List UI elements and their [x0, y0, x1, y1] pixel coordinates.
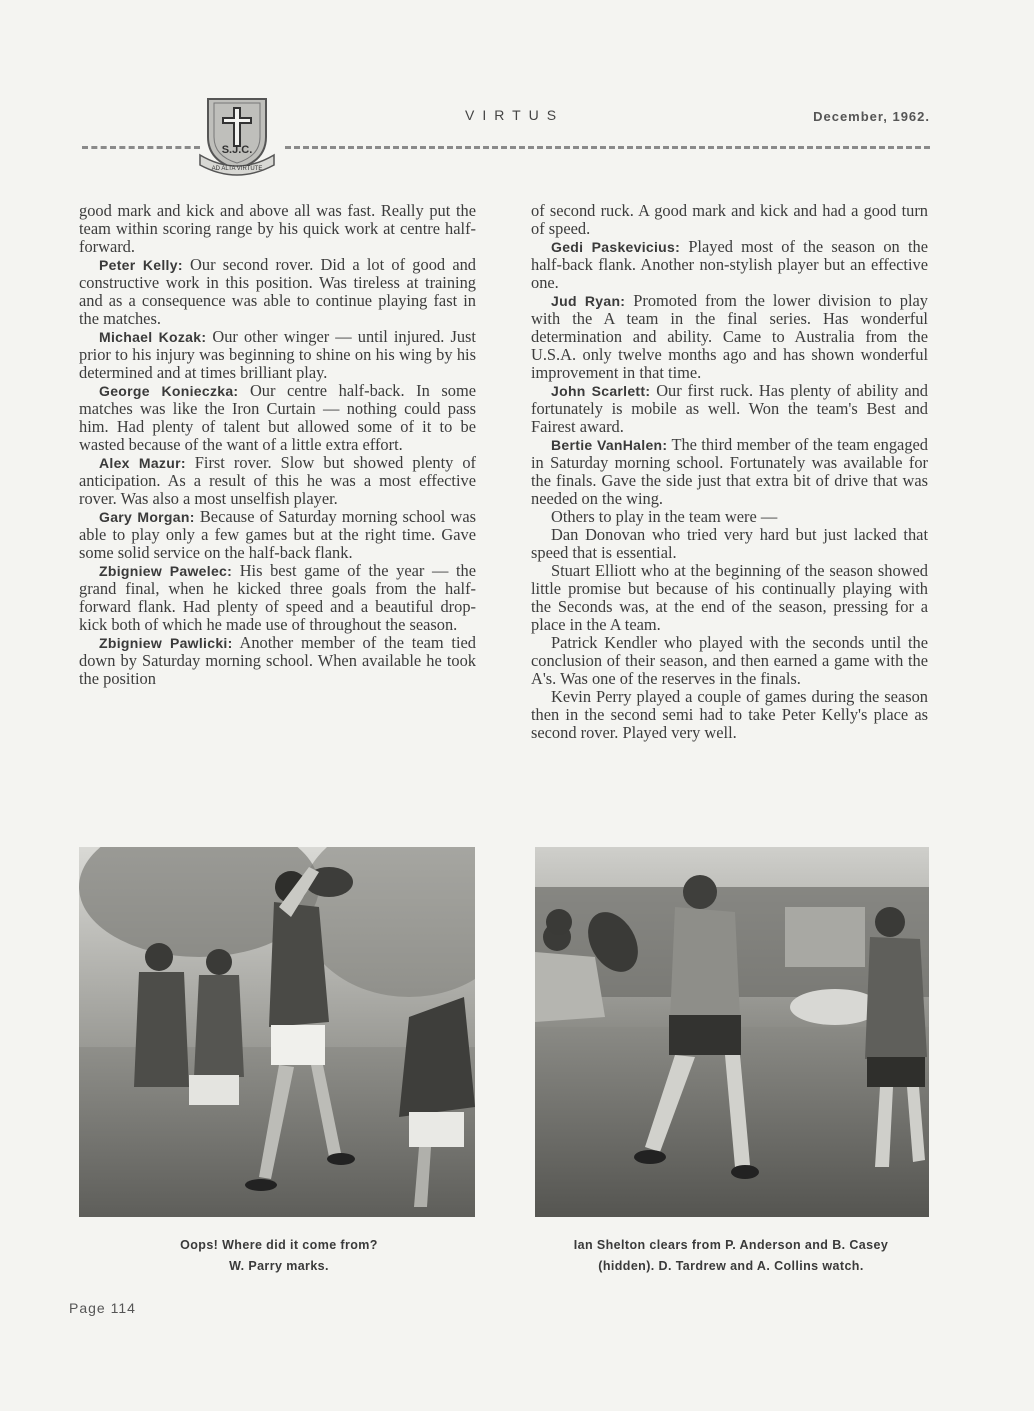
player-name: Alex Mazur: — [99, 455, 186, 471]
header-rule-left — [82, 146, 200, 149]
paragraph-text: Stuart Elliott who at the beginning of the season showed little promise but because of his continually playing with the Seconds was, at the end of the season, pressing for a place in the A team. — [531, 561, 928, 634]
paragraph-text: Dan Donovan who tried very hard but just lacked that speed that is essential. — [531, 525, 928, 562]
paragraph-text: good mark and kick and above all was fast. Really put the team within scoring range by his quick work at centre half-forward. — [79, 201, 476, 256]
paragraph — [531, 562, 928, 634]
paragraph-text: Others to play in the team were — — [551, 507, 778, 526]
paragraph — [531, 634, 928, 688]
paragraph-text: Promoted from the lower division to play with the A team in the final series. Has wonderful determination and ability. Came to Australia from the U.S.A. only twelve months ago and has shown wonderful improvement in that time. — [531, 291, 928, 382]
paragraph-text: The third member of the team engaged in Saturday morning school. Fortunately was available for the finals. Gave the side just that extra bit of drive that was needed on the wing. — [531, 435, 928, 508]
paragraph — [531, 202, 928, 238]
paragraph — [79, 202, 476, 256]
caption-right-line-2: (hidden). D. Tardrew and A. Collins watch. — [598, 1259, 864, 1273]
paragraph-text: Our centre half-back. In some matches was like the Iron Curtain — nothing could pass him. Had plenty of talent but allowed some of it to be wasted because of the want of a little extra effort. — [79, 381, 476, 454]
paragraph-text: Patrick Kendler who played with the seconds until the conclusion of their season, and then earned a game with the A's. Was one of the reserves in the finals. — [531, 633, 928, 688]
paragraph — [79, 256, 476, 328]
player-name: Gary Morgan: — [99, 509, 195, 525]
paragraph-text: of second ruck. A good mark and kick and had a good turn of speed. — [531, 201, 928, 238]
player-name: John Scarlett: — [551, 383, 651, 399]
paragraph — [79, 562, 476, 634]
right-text-column — [531, 202, 928, 742]
player-name: Peter Kelly: — [99, 257, 183, 273]
photo-caption-right — [531, 1235, 931, 1277]
football-photo-right — [535, 847, 929, 1217]
caption-right-line-1: Ian Shelton clears from P. Anderson and B. Casey — [573, 1238, 889, 1252]
page-number: Page 114 — [69, 1300, 136, 1316]
caption-left-line-1: Oops! Where did it come from? — [180, 1238, 378, 1252]
caption-left-line-2: W. Parry marks. — [229, 1259, 329, 1273]
header-rule-right — [285, 146, 930, 149]
paragraph — [531, 238, 928, 292]
svg-text:AD ALTA VIRTUTE: AD ALTA VIRTUTE — [211, 166, 263, 172]
paragraph — [531, 382, 928, 436]
issue-date: December, 1962. — [813, 109, 930, 124]
paragraph — [79, 508, 476, 562]
paragraph-text: Our second rover. Did a lot of good and constructive work in this position. Was tireless at training and as a consequence was able to continue playing fast in the matches. — [79, 255, 476, 328]
paragraph — [531, 688, 928, 742]
player-name: Zbigniew Pawelec: — [99, 563, 233, 579]
paragraph-text: Played most of the season on the half-back flank. Another non-stylish player but an effective one. — [531, 237, 928, 292]
left-text-column — [79, 202, 476, 688]
paragraph-text: First rover. Slow but showed plenty of anticipation. As a result of this he was a most effective rover. Was also a most unselfish player. — [79, 453, 476, 508]
paragraph — [531, 526, 928, 562]
paragraph-text: Another member of the team tied down by Saturday morning school. When available he took the position — [79, 633, 476, 688]
paragraph-text: Kevin Perry played a couple of games during the season then in the second semi had to take Peter Kelly's place as second rover. Played very well. — [531, 687, 928, 742]
masthead-title: VIRTUS — [465, 107, 565, 123]
school-crest-icon — [196, 93, 278, 181]
svg-text:S.J.C.: S.J.C. — [221, 144, 253, 156]
paragraph — [79, 454, 476, 508]
paragraph — [531, 292, 928, 382]
player-name: Jud Ryan: — [551, 293, 626, 309]
paragraph — [531, 508, 928, 526]
paragraph-text: Our other winger — until injured. Just prior to his injury was beginning to shine on his wing by his determined and at times brilliant play. — [79, 327, 476, 382]
paragraph — [79, 328, 476, 382]
paragraph — [79, 634, 476, 688]
paragraph — [79, 382, 476, 454]
player-name: Bertie VanHalen: — [551, 437, 668, 453]
football-photo-left — [79, 847, 475, 1217]
paragraph-text: Our first ruck. Has plenty of ability and fortunately is mobile as well. Won the team's Best and Fairest award. — [531, 381, 928, 436]
player-name: Michael Kozak: — [99, 329, 207, 345]
paragraph — [531, 436, 928, 508]
player-name: Zbigniew Pawlicki: — [99, 635, 233, 651]
paragraph-text: His best game of the year — the grand final, when he kicked three goals from the half-forward flank. Had plenty of speed and a beautiful drop-kick both of which he made use of throughout the season. — [79, 561, 476, 634]
paragraph-text: Because of Saturday morning school was able to play only a few games but at the right time. Gave some solid service on the half-back flank. — [79, 507, 476, 562]
photo-caption-left — [79, 1235, 479, 1277]
player-name: Gedi Paskevicius: — [551, 239, 681, 255]
player-name: George Konieczka: — [99, 383, 239, 399]
